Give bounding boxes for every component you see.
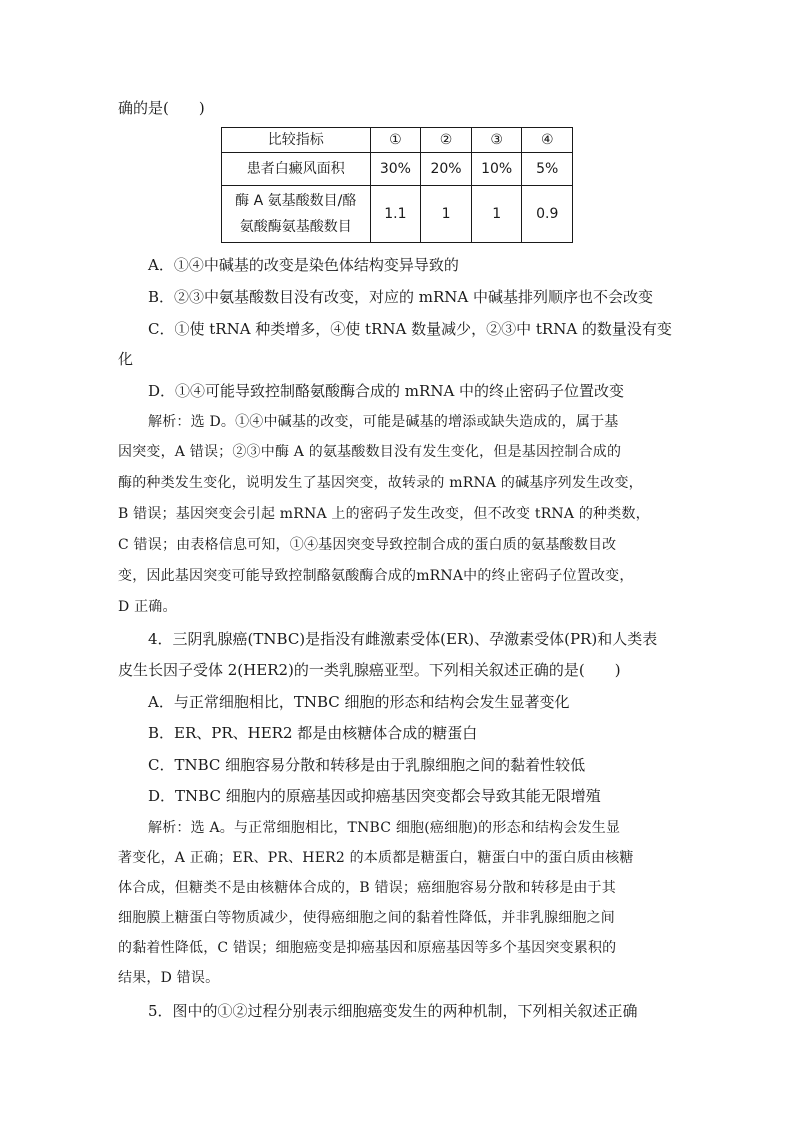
question-4-stem: 4．三阴乳腺癌(TNBC)是指没有雌激素受体(ER)、孕激素受体(PR)和人类表 xyxy=(148,630,658,648)
option-c: C．①使 tRNA 种类增多，④使 tRNA 数量减少，②③中 tRNA 的数量没有变 xyxy=(148,320,672,338)
table-cell: 1.1 xyxy=(370,186,421,243)
table-row xyxy=(222,186,573,243)
table-cell: ② xyxy=(421,128,472,153)
explanation-line: 结果，D 错误。 xyxy=(118,970,220,986)
option-a: A．与正常细胞相比，TNBC 细胞的形态和结构会发生显著变化 xyxy=(148,693,570,711)
explanation-line: 解析：选 D。①④中碱基的改变，可能是碱基的增添或缺失造成的，属于基 xyxy=(148,414,619,430)
option-c-continued: 化 xyxy=(118,350,134,368)
explanation-line: D 正确。 xyxy=(118,599,177,615)
option-d: D．①④可能导致控制酪氨酸酶合成的 mRNA 中的终止密码子位置改变 xyxy=(148,382,625,400)
row-label-line: 酶 A 氨基酸数目/酪 xyxy=(235,193,357,209)
question-5-stem: 5．图中的①②过程分别表示细胞癌变发生的两种机制，下列相关叙述正确 xyxy=(148,1002,638,1020)
table-cell: ④ xyxy=(522,128,573,153)
option-c: C．TNBC 细胞容易分散和转移是由于乳腺细胞之间的黏着性较低 xyxy=(148,756,586,774)
table-cell: 30% xyxy=(370,153,421,186)
table-cell xyxy=(222,186,371,243)
explanation-line: 细胞膜上糖蛋白等物质减少，使得癌细胞之间的黏着性降低，并非乳腺细胞之间 xyxy=(118,910,615,926)
question-lead-line: 确的是( ) xyxy=(118,99,205,117)
comparison-table xyxy=(221,127,573,243)
option-d: D．TNBC 细胞内的原癌基因或抑癌基因突变都会导致其能无限增殖 xyxy=(148,787,601,805)
table-cell: ① xyxy=(370,128,421,153)
table-cell: ③ xyxy=(471,128,522,153)
explanation-line: 的黏着性降低，C 错误；细胞癌变是抑癌基因和原癌基因等多个基因突变累积的 xyxy=(118,940,617,956)
table-cell: 20% xyxy=(421,153,472,186)
explanation-line: 酶的种类发生变化，说明发生了基因突变，故转录的 mRNA 的碱基序列发生改变， xyxy=(118,475,643,491)
table-cell: 0.9 xyxy=(522,186,573,243)
table-cell: 10% xyxy=(471,153,522,186)
explanation-line: 因突变，A 错误；②③中酶 A 的氨基酸数目没有发生变化，但是基因控制合成的 xyxy=(118,444,622,460)
explanation-line: 解析：选 A。与正常细胞相比，TNBC 细胞(癌细胞)的形态和结构会发生显 xyxy=(148,820,621,836)
table-row xyxy=(222,153,573,186)
row-label-line: 氨酸酶氨基酸数目 xyxy=(239,219,352,235)
explanation-line: B 错误；基因突变会引起 mRNA 上的密码子发生改变，但不改变 tRNA 的种类数， xyxy=(118,506,650,522)
explanation-line: 著变化，A 正确；ER、PR、HER2 的本质都是糖蛋白，糖蛋白中的蛋白质由核糖 xyxy=(118,850,634,866)
explanation-line: 变，因此基因突变可能导致控制酪氨酸酶合成的mRNA中的终止密码子位置改变， xyxy=(118,568,634,584)
table-cell: 比较指标 xyxy=(222,128,371,153)
question-4-stem-continued: 皮生长因子受体 2(HER2)的一类乳腺癌亚型。下列相关叙述正确的是( ) xyxy=(118,661,621,679)
table-cell: 1 xyxy=(471,186,522,243)
table-cell: 1 xyxy=(421,186,472,243)
table-cell: 5% xyxy=(522,153,573,186)
option-b: B．ER、PR、HER2 都是由核糖体合成的糖蛋白 xyxy=(148,724,478,742)
option-a: A．①④中碱基的改变是染色体结构变异导致的 xyxy=(148,256,459,274)
explanation-line: C 错误；由表格信息可知，①④基因突变导致控制合成的蛋白质的氨基酸数目改 xyxy=(118,537,617,553)
table-cell: 患者白癜风面积 xyxy=(222,153,371,186)
table-header-row xyxy=(222,128,573,153)
explanation-line: 体合成，但糖类不是由核糖体合成的，B 错误；癌细胞容易分散和转移是由于其 xyxy=(118,880,616,896)
option-b: B．②③中氨基酸数目没有改变，对应的 mRNA 中碱基排列顺序也不会改变 xyxy=(148,288,654,306)
